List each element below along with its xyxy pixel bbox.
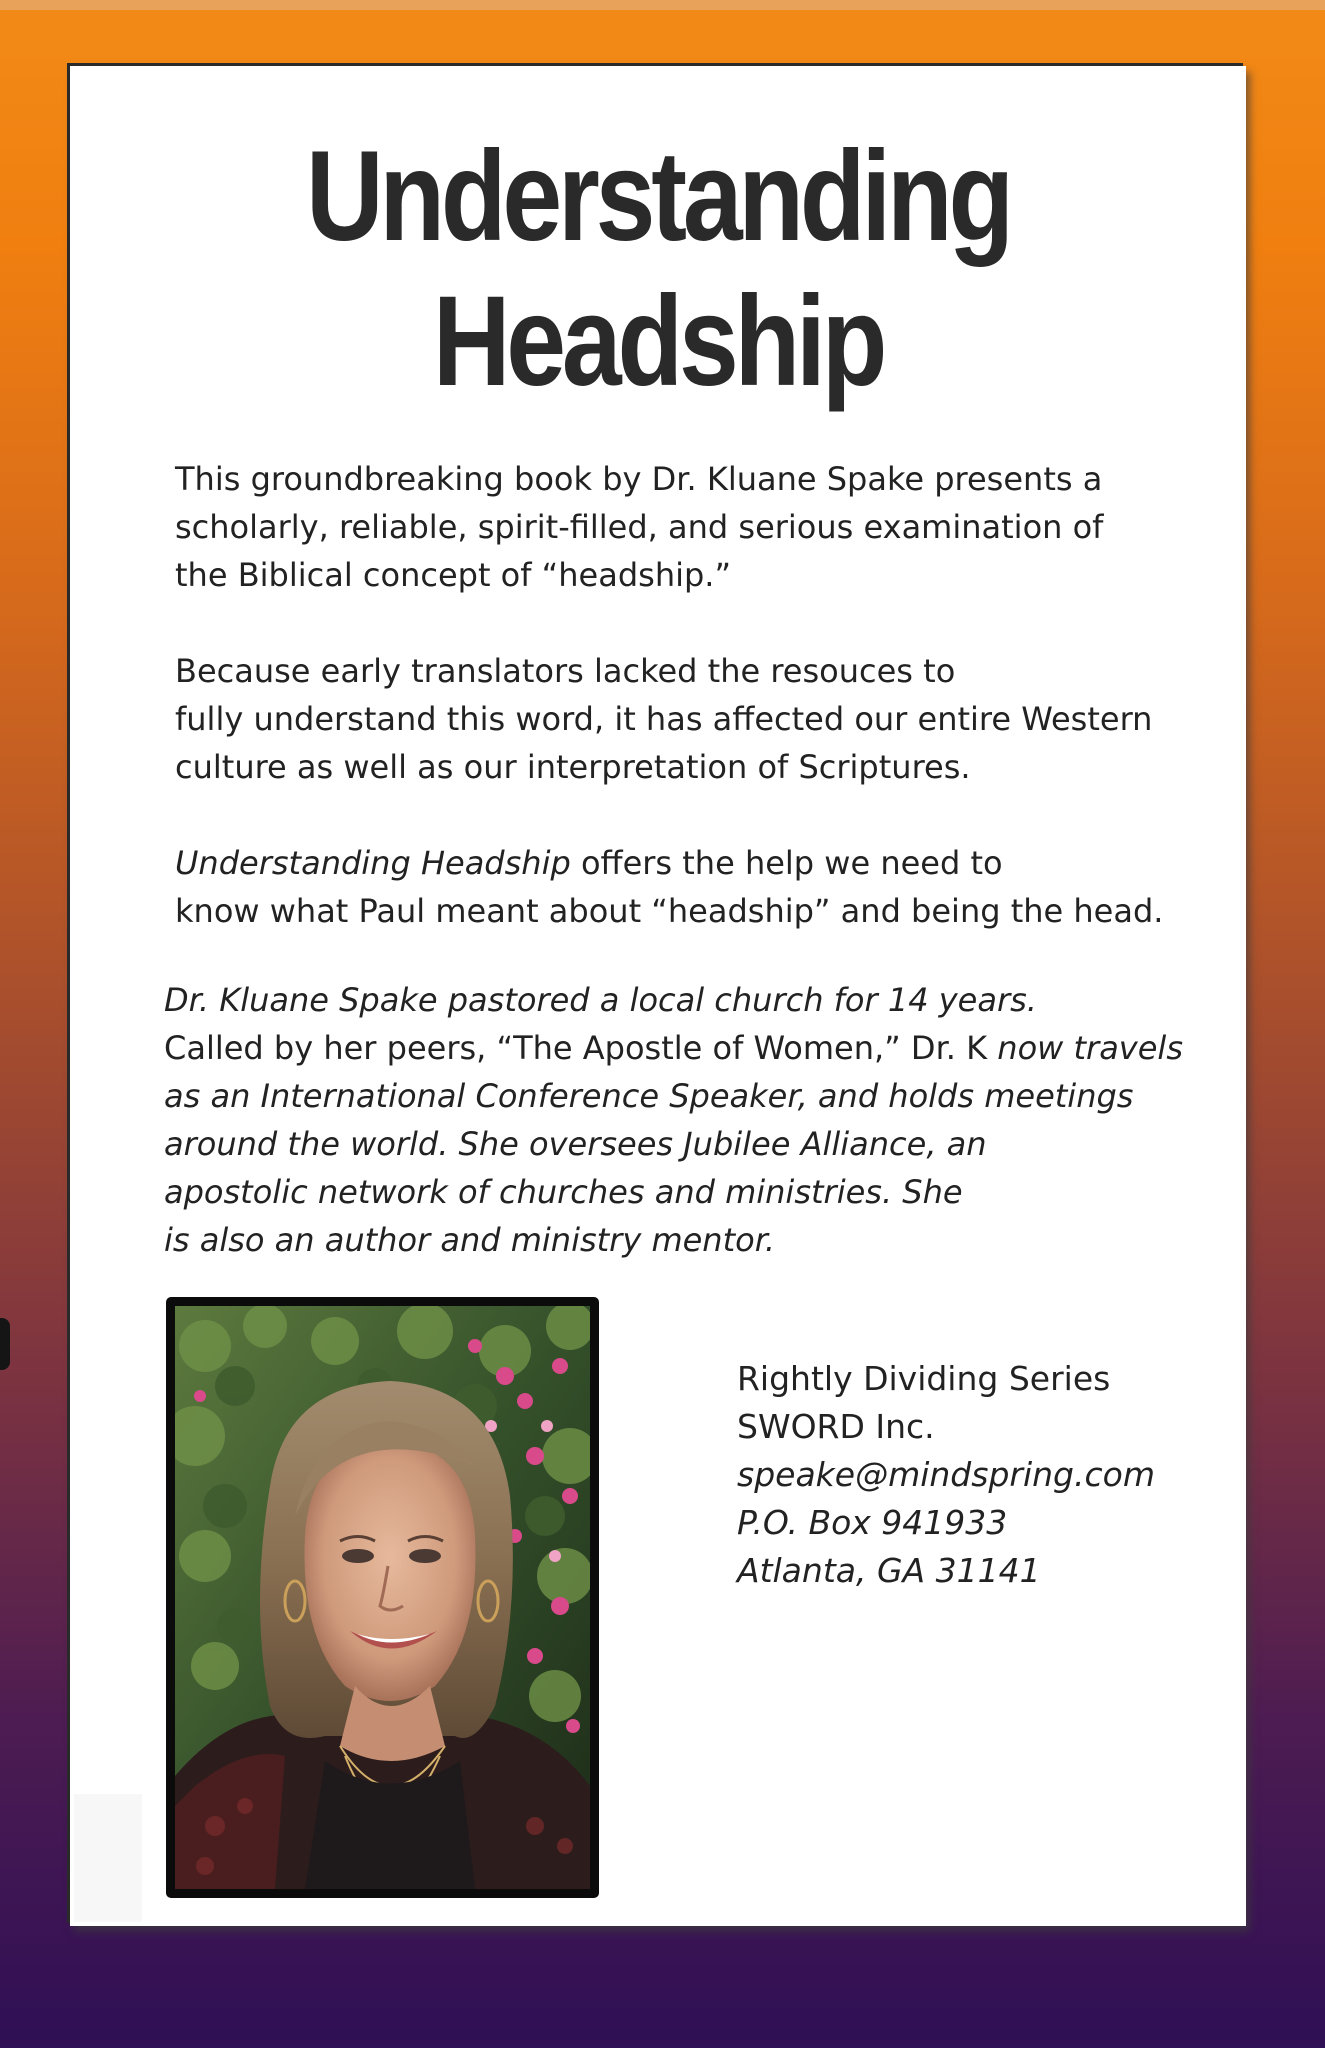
description-line: This groundbreaking book by Dr. Kluane Spake presents a <box>175 460 1103 498</box>
left-edge-tab <box>0 1318 10 1370</box>
description-text: offers the help we need to <box>570 844 1003 882</box>
author-portrait-photo <box>175 1306 590 1889</box>
city-state-zip: Atlanta, GA 31141 <box>737 1551 1041 1590</box>
description-line: scholarly, reliable, spirit-filled, and serious examination of <box>175 508 1104 546</box>
description-line <box>175 839 1163 887</box>
description-paragraph-3 <box>175 839 1163 935</box>
bio-line: apostolic network of churches and ministries. She <box>164 1173 963 1211</box>
bio-line: as an International Conference Speaker, and holds meetings <box>164 1077 1134 1115</box>
author-bio <box>164 976 1183 1264</box>
description-line: culture as well as our interpretation of Scriptures. <box>175 748 971 786</box>
description-paragraph-1 <box>175 455 1103 599</box>
author-photo-frame <box>166 1297 599 1898</box>
email-address: speake@mindspring.com <box>737 1455 1155 1494</box>
description-line: fully understand this word, it has affected our entire Western <box>175 700 1153 738</box>
description-line: the Biblical concept of “headship.” <box>175 556 732 594</box>
company-name: SWORD Inc. <box>737 1407 935 1446</box>
po-box: P.O. Box 941933 <box>737 1503 1008 1542</box>
series-name: Rightly Dividing Series <box>737 1359 1111 1398</box>
bio-text: Called by her peers, “The Apostle of Women,” Dr. K <box>164 1029 998 1067</box>
title-line-1: Understanding <box>305 125 1011 268</box>
bio-line: Dr. Kluane Spake pastored a local church for 14 years. <box>164 981 1037 1019</box>
book-title <box>164 124 1152 414</box>
title-line-2: Headship <box>432 270 884 413</box>
top-strip <box>0 0 1325 10</box>
book-title-italic: Understanding Headship <box>175 844 571 882</box>
description-paragraph-2 <box>175 647 1152 791</box>
description-line: know what Paul meant about “headship” and being the head. <box>175 892 1164 930</box>
book-back-cover-panel <box>70 66 1246 1926</box>
bio-line: is also an author and ministry mentor. <box>164 1221 776 1259</box>
description-line: Because early translators lacked the resouces to <box>175 652 956 690</box>
publisher-contact <box>737 1355 1155 1595</box>
bio-line <box>164 1024 1183 1072</box>
bio-text-italic: now travels <box>997 1029 1183 1067</box>
bottom-left-white-tab <box>74 1794 142 1922</box>
bio-line: around the world. She oversees Jubilee Alliance, an <box>164 1125 987 1163</box>
